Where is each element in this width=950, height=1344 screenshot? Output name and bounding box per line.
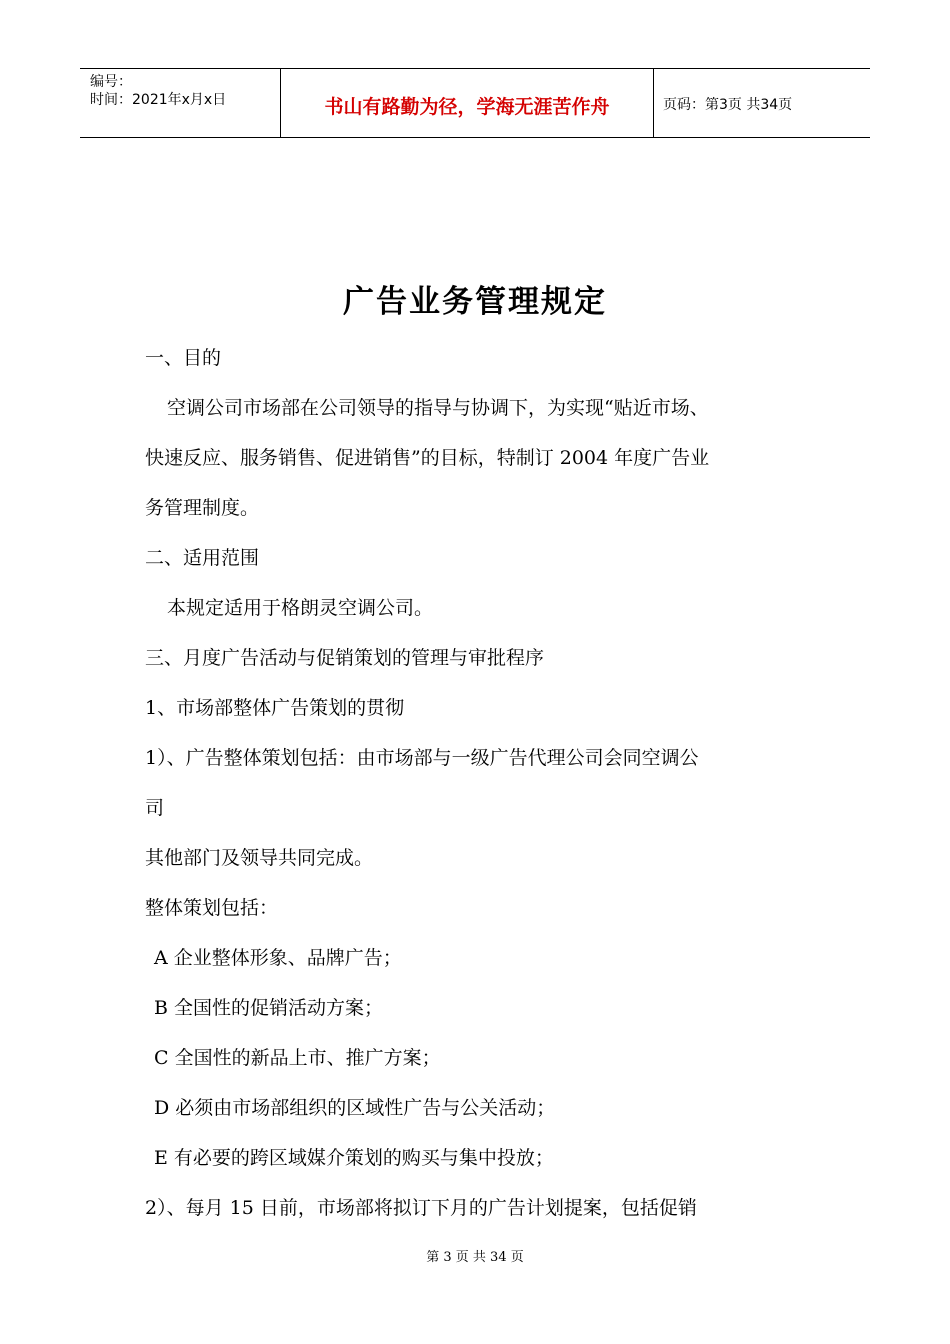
paragraph-line: 其他部门及领导共同完成。 — [145, 847, 374, 869]
section-heading-scope: 二、适用范围 — [145, 547, 260, 569]
header-page-code: 页码：第3页 共34页 — [663, 97, 793, 113]
document-number-label: 编号： — [90, 74, 132, 90]
document-date-label: 时间：2021年x月x日 — [90, 92, 227, 108]
list-item: D 必须由市场部组织的区域性广告与公关活动； — [154, 1097, 556, 1119]
list-item: C 全国性的新品上市、推广方案； — [154, 1047, 441, 1069]
section-heading-purpose: 一、目的 — [145, 347, 222, 369]
header-page-cell — [653, 69, 870, 137]
page-footer: 第 3 页 共 34 页 — [426, 1250, 524, 1265]
paragraph-line: 1）、广告整体策划包括：由市场部与一级广告代理公司会同空调公 — [145, 747, 699, 769]
header-motto: 书山有路勤为径，学海无涯苦作舟 — [324, 96, 610, 118]
paragraph-line: 2）、每月 15 日前，市场部将拟订下月的广告计划提案，包括促销 — [145, 1197, 697, 1219]
header-motto-cell — [280, 69, 654, 137]
list-item: A 企业整体形象、品牌广告； — [154, 947, 402, 969]
document-title: 广告业务管理规定 — [343, 284, 607, 320]
paragraph-line: 司 — [145, 797, 165, 819]
paragraph-line: 快速反应、服务销售、促进销售”的目标，特制订 2004 年度广告业 — [145, 447, 710, 469]
page-header — [80, 68, 870, 138]
list-item: B 全国性的促销活动方案； — [154, 997, 384, 1019]
paragraph-line: 整体策划包括： — [145, 897, 279, 919]
paragraph-line: 本规定适用于格朗灵空调公司。 — [167, 597, 434, 619]
paragraph-line: 空调公司市场部在公司领导的指导与协调下，为实现“贴近市场、 — [167, 397, 709, 419]
section-heading-procedure: 三、月度广告活动与促销策划的管理与审批程序 — [145, 647, 545, 669]
subsection-heading: 1、市场部整体广告策划的贯彻 — [145, 697, 405, 719]
paragraph-line: 务管理制度。 — [145, 497, 260, 519]
list-item: E 有必要的跨区域媒介策划的购买与集中投放； — [154, 1147, 554, 1169]
document-body — [145, 338, 835, 1238]
header-info-cell — [80, 69, 280, 137]
